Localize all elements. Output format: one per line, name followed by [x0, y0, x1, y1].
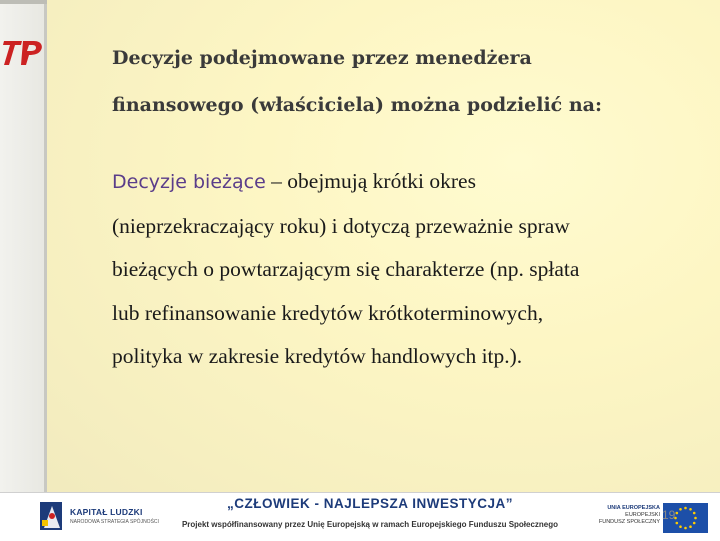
eu-line-3: FUNDUSZ SPOŁECZNY — [598, 519, 660, 525]
heading-line-2: finansowego (właściciela) można podzielić na: — [112, 94, 603, 116]
footer-project-text: Projekt współfinansowany przez Unię Europejską w ramach Europejskiego Funduszu Społecznego — [181, 520, 559, 529]
footer-slogan: „CZŁOWIEK - NAJLEPSZA INWESTYCJA” — [226, 496, 513, 511]
body-term: Decyzje bieżące — [112, 171, 266, 193]
left-bar-top-edge — [0, 0, 47, 4]
body-line-5: polityka w zakresie kredytów handlowych itp.). — [112, 344, 523, 368]
kapital-ludzki-subtitle: NARODOWA STRATEGIA SPÓJNOŚCI — [70, 519, 159, 525]
body-line-2: (nieprzekraczający roku) i dotyczą przeważnie spraw — [112, 213, 570, 238]
body-line-4: lub refinansowanie kredytów krótkoterminowych, — [112, 300, 544, 325]
left-sidebar-bar — [0, 0, 47, 492]
slide-heading — [112, 35, 672, 129]
eu-fund-text — [598, 505, 660, 526]
tp-logo-icon — [2, 38, 46, 68]
eu-line-2: EUROPEJSKI — [625, 512, 660, 518]
eu-line-1: UNIA EUROPEJSKA — [607, 505, 660, 511]
body-line-3: bieżących o powtarzającym się charakterze (np. spłata — [112, 257, 580, 281]
heading-line-1: Decyzje podejmowane przez menedżera — [112, 47, 532, 69]
body-line-1-text: – obejmują krótki okres — [265, 169, 476, 193]
kapital-ludzki-title: KAPITAŁ LUDZKI — [70, 507, 143, 517]
slide-body — [112, 160, 672, 379]
body-line-1 — [112, 160, 672, 205]
page-number: 19 — [662, 508, 676, 522]
